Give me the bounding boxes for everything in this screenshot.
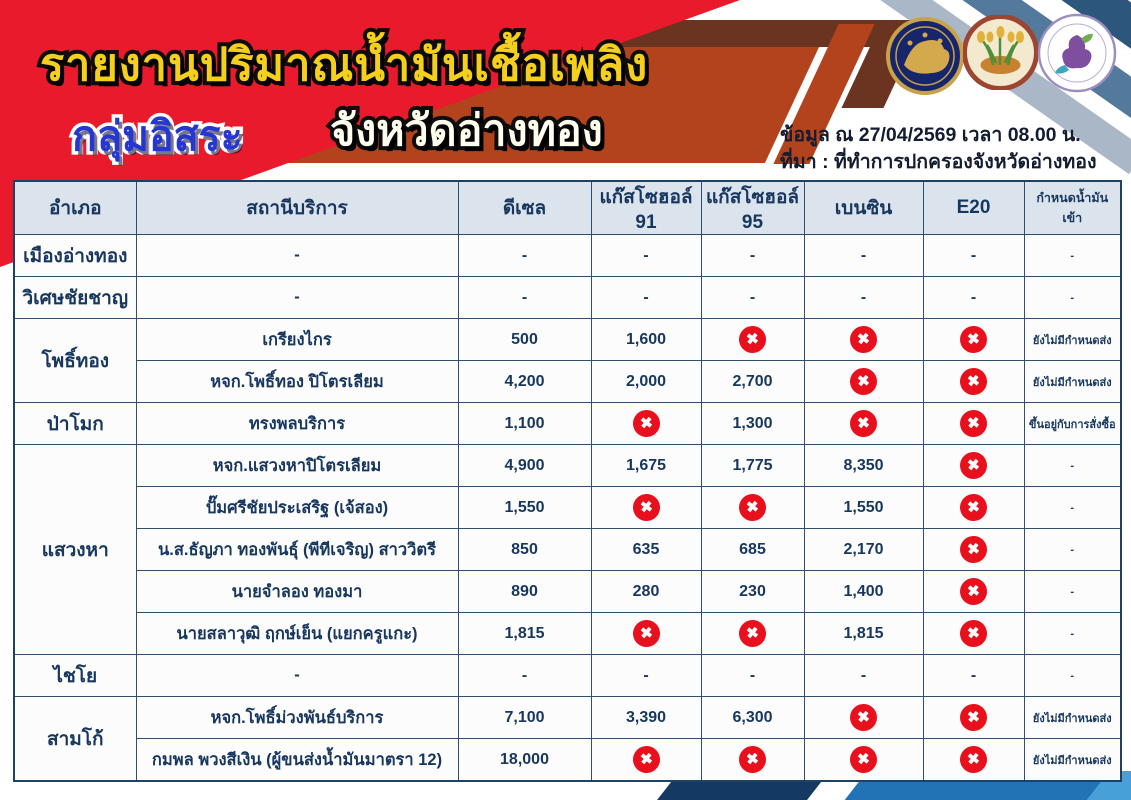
no-fuel-icon: ✖ <box>738 493 768 523</box>
table-row <box>14 277 1121 319</box>
data-as-of-text: ข้อมูล ณ 27/04/2569 เวลา 08.00 น. <box>780 124 1081 146</box>
fuel-value: 1,550 <box>843 498 884 516</box>
column-header-schedule: กำหนดน้ำมันเข้า <box>1024 181 1121 235</box>
station-cell: กมพล พวงสีเงิน (ผู้ขนส่งน้ำมันมาตรา 12) <box>136 739 458 782</box>
table-row <box>14 571 1121 613</box>
district-cell: ไชโย <box>14 655 136 697</box>
fuel-value: 3,390 <box>625 708 667 726</box>
column-header-benzin: เบนซิน <box>804 181 923 235</box>
header-row <box>14 181 1121 235</box>
report-meta <box>780 122 1130 177</box>
schedule-cell: ยังไม่มีกำหนดส่ง <box>1024 739 1121 782</box>
fuel-value: 685 <box>739 540 766 558</box>
report-title: รายงานปริมาณน้ำมันเชื้อเพลิง <box>40 39 649 90</box>
fuel-value: 890 <box>511 582 538 600</box>
fuel-value: 635 <box>632 540 660 558</box>
fuel-value: 280 <box>632 582 660 600</box>
district-cell: ป่าโมก <box>14 403 136 445</box>
fuel-value: - <box>970 288 977 306</box>
no-fuel-icon: ✖ <box>738 745 768 775</box>
no-fuel-icon: ✖ <box>849 745 879 775</box>
fuel-value: 230 <box>739 582 766 600</box>
schedule-cell: - <box>1024 445 1121 487</box>
no-fuel-icon: ✖ <box>959 325 989 355</box>
no-fuel-icon: ✖ <box>959 577 989 607</box>
district-cell: เมืองอ่างทอง <box>14 235 136 277</box>
station-cell: หจก.แสวงหาปิโตรเลียม <box>136 445 458 487</box>
fuel-value: 2,170 <box>843 540 884 558</box>
fuel-value: 1,600 <box>625 330 667 348</box>
no-fuel-icon: ✖ <box>959 535 989 565</box>
no-fuel-icon: ✖ <box>959 409 989 439</box>
fuel-value: - <box>643 246 649 264</box>
no-fuel-icon: ✖ <box>631 409 661 439</box>
no-fuel-icon: ✖ <box>849 703 879 733</box>
station-cell: นายจำลอง ทองมา <box>136 571 458 613</box>
fuel-value: - <box>521 288 528 306</box>
fuel-value: - <box>749 288 756 306</box>
fuel-value: - <box>860 288 867 306</box>
table-row <box>14 361 1121 403</box>
no-fuel-icon: ✖ <box>959 451 989 481</box>
schedule-cell: - <box>1024 487 1121 529</box>
district-cell: วิเศษชัยชาญ <box>14 277 136 319</box>
fuel-value: - <box>749 666 756 684</box>
station-cell: ทรงพลบริการ <box>136 403 458 445</box>
station-cell: หจก.โพธิ์ม่วงพันธ์บริการ <box>136 697 458 739</box>
schedule-cell: - <box>1024 235 1121 277</box>
no-fuel-icon: ✖ <box>849 367 879 397</box>
fuel-value: - <box>749 246 756 264</box>
station-cell: - <box>136 655 458 697</box>
station-cell: น.ส.ธัญภา ทองพันธุ์ (พีทีเจริญ) สาววิตรี <box>136 529 458 571</box>
fuel-value: 850 <box>511 540 538 558</box>
source-text: ที่มา : ที่ทำการปกครองจังหวัดอ่างทอง <box>780 151 1097 174</box>
fuel-value: 4,200 <box>504 372 545 390</box>
fuel-value: 2,000 <box>625 372 667 390</box>
fuel-value: 6,300 <box>732 708 773 726</box>
fuel-value: 1,400 <box>843 582 884 600</box>
table-row <box>14 445 1121 487</box>
fuel-value: 2,700 <box>732 372 773 390</box>
fuel-value: 8,350 <box>843 456 884 474</box>
schedule-cell: - <box>1024 277 1121 319</box>
station-cell: เกรียงไกร <box>136 319 458 361</box>
station-cell: - <box>136 277 458 319</box>
column-header-diesel: ดีเซล <box>458 181 591 235</box>
fuel-value: - <box>521 246 528 264</box>
table-row <box>14 235 1121 277</box>
no-fuel-icon: ✖ <box>849 409 879 439</box>
column-header-gasohol95: แก๊สโซฮอล์ 95 <box>701 181 804 235</box>
fuel-value: 1,775 <box>732 456 773 474</box>
table-row <box>14 655 1121 697</box>
no-fuel-icon: ✖ <box>738 619 768 649</box>
no-fuel-icon: ✖ <box>959 493 989 523</box>
no-fuel-icon: ✖ <box>959 367 989 397</box>
no-fuel-icon: ✖ <box>631 619 661 649</box>
no-fuel-icon: ✖ <box>738 325 768 355</box>
schedule-cell: ขึ้นอยู่กับการสั่งซื้อ <box>1024 403 1121 445</box>
table-row <box>14 697 1121 739</box>
fuel-value: - <box>860 246 867 264</box>
fuel-value: 4,900 <box>504 456 545 474</box>
no-fuel-icon: ✖ <box>959 703 989 733</box>
table-row <box>14 613 1121 655</box>
column-header-e20: E20 <box>923 181 1024 235</box>
fuel-value: 500 <box>511 330 538 348</box>
no-fuel-icon: ✖ <box>849 325 879 355</box>
schedule-cell: ยังไม่มีกำหนดส่ง <box>1024 697 1121 739</box>
fuel-value: 1,815 <box>843 624 884 642</box>
table-row <box>14 487 1121 529</box>
table-row <box>14 319 1121 361</box>
group-label: กลุ่มอิสระ <box>72 113 243 159</box>
schedule-cell: ยังไม่มีกำหนดส่ง <box>1024 361 1121 403</box>
fuel-value: - <box>970 246 977 264</box>
fuel-value: 1,815 <box>504 624 545 642</box>
province-title: จังหวัดอ่างทอง <box>330 107 603 155</box>
column-header-gasohol91: แก๊สโซฮอล์ 91 <box>591 181 701 235</box>
no-fuel-icon: ✖ <box>631 745 661 775</box>
station-cell: หจก.โพธิ์ทอง ปิโตรเลียม <box>136 361 458 403</box>
fuel-value: 1,300 <box>732 414 773 432</box>
district-cell: สามโก้ <box>14 697 136 782</box>
table-row <box>14 529 1121 571</box>
schedule-cell: - <box>1024 655 1121 697</box>
column-header-station: สถานีบริการ <box>136 181 458 235</box>
fuel-value: - <box>643 288 649 306</box>
dopa-seal-logo <box>886 17 964 100</box>
fuel-value: - <box>860 666 867 684</box>
no-fuel-icon: ✖ <box>959 619 989 649</box>
no-fuel-icon: ✖ <box>631 493 661 523</box>
fuel-value: - <box>970 666 977 684</box>
fuel-table <box>13 180 1122 782</box>
district-cell: แสวงหา <box>14 445 136 655</box>
fuel-value: - <box>521 666 528 684</box>
fuel-value: 7,100 <box>504 708 545 726</box>
column-header-district: อำเภอ <box>14 181 136 235</box>
table-row <box>14 403 1121 445</box>
schedule-cell: - <box>1024 529 1121 571</box>
station-cell: - <box>136 235 458 277</box>
station-cell: นายสลาวุฒิ ฤกษ์เย็น (แยกครูแกะ) <box>136 613 458 655</box>
fuel-value: 18,000 <box>500 750 549 768</box>
fuel-value: 1,675 <box>625 456 667 474</box>
fuel-value: 1,550 <box>504 498 545 516</box>
no-fuel-icon: ✖ <box>959 745 989 775</box>
schedule-cell: - <box>1024 571 1121 613</box>
district-cell: โพธิ์ทอง <box>14 319 136 403</box>
schedule-cell: ยังไม่มีกำหนดส่ง <box>1024 319 1121 361</box>
schedule-cell: - <box>1024 613 1121 655</box>
fuel-value: 1,100 <box>504 414 545 432</box>
government-pr-seal-logo <box>1037 13 1117 98</box>
table-row <box>14 739 1121 782</box>
angthong-province-seal-logo <box>963 15 1038 95</box>
station-cell: ปั๊มศรีชัยประเสริฐ (เจ้สอง) <box>136 487 458 529</box>
fuel-value: - <box>643 666 649 684</box>
